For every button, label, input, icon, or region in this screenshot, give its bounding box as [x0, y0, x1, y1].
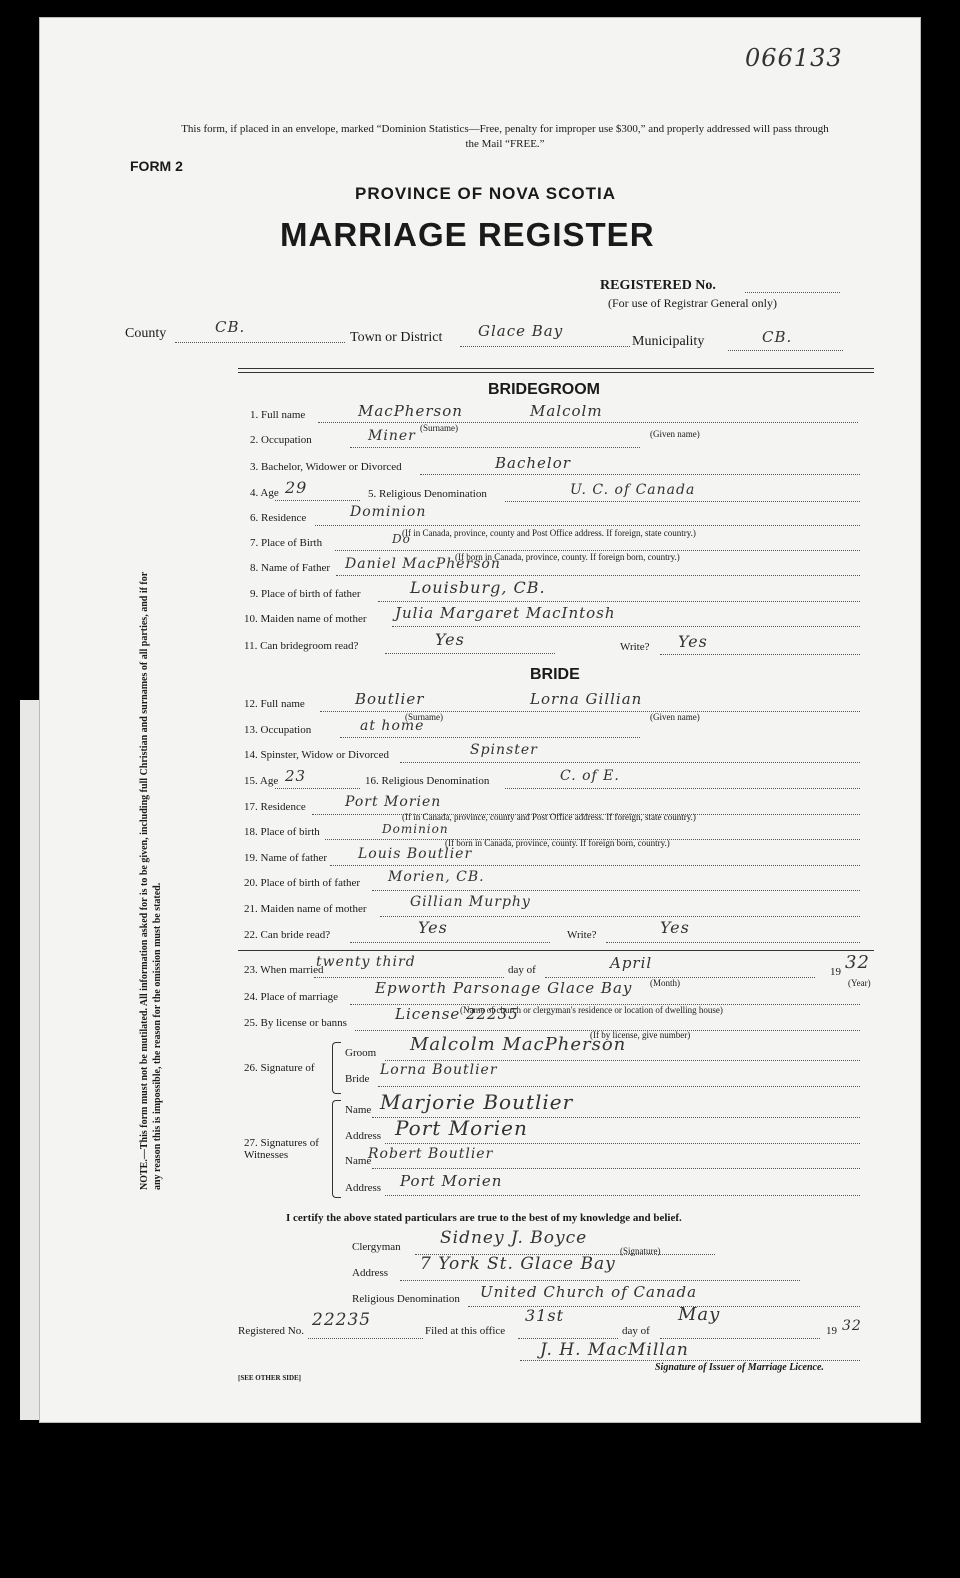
license-value: License 22235: [395, 1005, 519, 1023]
groom-status-line: [420, 474, 860, 475]
groom-father-birthplace-line: [378, 601, 860, 602]
groom-mother-line: [392, 626, 860, 627]
bride-mother-label: 21. Maiden name of mother: [244, 903, 367, 915]
groom-residence-label: 6. Residence: [250, 512, 307, 524]
bride-surname-note: (Surname): [405, 712, 443, 722]
county-line: [175, 342, 345, 343]
witness1-address-label: Address: [345, 1130, 382, 1142]
page-title: MARRIAGE REGISTER: [280, 216, 655, 253]
marriage-year: 32: [845, 952, 870, 973]
groom-age: 29: [285, 478, 308, 497]
registered-label: Registered No.: [238, 1325, 304, 1337]
place-of-marriage: Epworth Parsonage Glace Bay: [375, 979, 633, 997]
groom-father-birthplace-label: 9. Place of birth of father: [250, 588, 361, 600]
groom-status-label: 3. Bachelor, Widower or Divorced: [250, 461, 402, 473]
groom-sig-label: Groom: [345, 1047, 377, 1059]
bride-residence-label: 17. Residence: [244, 801, 306, 813]
postal-note: This form, if placed in an envelope, marked “Dominion Statistics—Free, penalty for improper use $300,” and properly addressed will pass through the Mail “FREE.”: [181, 123, 829, 150]
witness2-name-label: Name: [345, 1155, 372, 1167]
certification-statement: I certify the above stated particulars are true to the best of my knowledge and belief.: [286, 1212, 682, 1224]
divider-top-2: [238, 372, 874, 373]
clergy-religion-label: Religious Denomination: [352, 1293, 460, 1305]
place-of-marriage-label: 24. Place of marriage: [244, 991, 339, 1003]
bride-status: Spinster: [470, 742, 538, 758]
groom-surname: MacPherson: [358, 402, 463, 420]
filed-label: Filed at this office: [425, 1325, 506, 1337]
bride-status-label: 14. Spinster, Widow or Divorced: [244, 749, 389, 761]
groom-write: Yes: [678, 632, 708, 651]
bride-mother: Gillian Murphy: [410, 894, 531, 910]
clergy-religion: United Church of Canada: [480, 1283, 698, 1301]
form-label: FORM 2: [130, 158, 183, 174]
witness2-name-line: [372, 1168, 860, 1169]
bride-signature: Lorna Boutlier: [380, 1062, 498, 1078]
filed-day-of-label: day of: [622, 1325, 650, 1337]
license-label: 25. By license or banns: [244, 1017, 347, 1029]
when-married-day: twenty third: [316, 954, 416, 970]
bride-age-line: [275, 788, 360, 789]
witnesses-label: 27. Signatures of Witnesses: [244, 1137, 319, 1161]
bride-mother-line: [380, 916, 860, 917]
groom-read: Yes: [435, 630, 465, 649]
filed-year-prefix: 19: [826, 1325, 837, 1337]
bride-surname: Boutlier: [355, 690, 425, 708]
born-note: (If born in Canada, province, county. If foreign born, country.): [455, 552, 680, 562]
bride-sig-line: [378, 1086, 860, 1087]
county-label: County: [125, 326, 167, 341]
see-other-side: [SEE OTHER SIDE]: [238, 1374, 302, 1382]
when-married-month: April: [610, 954, 653, 972]
groom-occupation: Miner: [368, 428, 416, 444]
registered-number: 22235: [312, 1310, 372, 1330]
bridegroom-heading: BRIDEGROOM: [488, 381, 600, 398]
bride-religion: C. of E.: [560, 768, 620, 784]
issuer-label: Signature of Issuer of Marriage Licence.: [655, 1362, 824, 1373]
witness1-name: Marjorie Boutlier: [380, 1090, 574, 1114]
groom-father-line: [336, 575, 860, 576]
bride-read-line: [350, 942, 550, 943]
when-married-label: 23. When married: [244, 964, 324, 976]
groom-read-line: [385, 653, 555, 654]
groom-write-line: [660, 654, 860, 655]
registered-no-label: REGISTERED No.: [600, 278, 716, 293]
county-value: CB.: [215, 318, 246, 336]
groom-religion: U. C. of Canada: [570, 482, 696, 498]
registered-line: [308, 1338, 423, 1339]
issuer-line: [520, 1360, 860, 1361]
groom-age-line: [275, 500, 360, 501]
groom-sig-line: [385, 1060, 860, 1061]
groom-religion-label: 5. Religious Denomination: [368, 488, 487, 500]
witness1-name-label: Name: [345, 1104, 372, 1116]
groom-write-label: Write?: [620, 641, 650, 653]
municipality-value: CB.: [762, 328, 793, 346]
bride-heading: BRIDE: [530, 666, 580, 683]
groom-status: Bachelor: [495, 454, 571, 472]
bride-residence-note: (If in Canada, province, county and Post Office address. If foreign, state country.): [402, 812, 696, 822]
bride-sig-label: Bride: [345, 1073, 370, 1085]
bride-read-label: 22. Can bride read?: [244, 929, 331, 941]
surname-note: (Surname): [420, 423, 458, 433]
groom-father-birthplace: Louisburg, CB.: [410, 578, 546, 597]
bride-religion-label: 16. Religious Denomination: [365, 775, 490, 787]
witness1-address-line: [385, 1143, 860, 1144]
groom-age-label: 4. Age: [250, 487, 279, 499]
bride-given-name-note: (Given name): [650, 712, 700, 722]
place-of-marriage-note: (Name of church or clergyman's residence or location of dwelling house): [460, 1005, 723, 1015]
day-of-label: day of: [508, 964, 536, 976]
groom-signature: Malcolm MacPherson: [410, 1034, 627, 1055]
bride-age: 23: [285, 767, 307, 785]
bride-write: Yes: [660, 918, 690, 937]
bride-occupation-label: 13. Occupation: [244, 724, 312, 736]
bride-father: Louis Boutlier: [358, 846, 473, 862]
bride-father-birthplace-label: 20. Place of birth of father: [244, 877, 361, 889]
groom-father: Daniel MacPherson: [345, 556, 501, 572]
groom-birthplace-label: 7. Place of Birth: [250, 537, 323, 549]
witness2-address-line: [385, 1195, 860, 1196]
paper-edge: [20, 700, 40, 1420]
document-number: 066133: [745, 44, 843, 72]
bride-write-label: Write?: [567, 929, 597, 941]
bride-read: Yes: [418, 918, 448, 937]
witness-brace: [332, 1100, 341, 1198]
town-line: [460, 346, 630, 347]
filed-day-line: [518, 1338, 618, 1339]
bride-religion-line: [505, 788, 860, 789]
witness1-address: Port Morien: [395, 1116, 528, 1140]
bride-given-name: Lorna Gillian: [530, 690, 643, 708]
groom-occupation-label: 2. Occupation: [250, 434, 312, 446]
groom-occupation-line: [350, 447, 640, 448]
witness2-address-label: Address: [345, 1182, 382, 1194]
bride-occupation-line: [340, 737, 640, 738]
clergyman-label: Clergyman: [352, 1241, 401, 1253]
witness2-address: Port Morien: [400, 1172, 503, 1190]
town-label: Town or District: [350, 330, 443, 345]
bride-full-name-line: [320, 711, 860, 712]
year-prefix: 19: [830, 966, 841, 978]
groom-residence: Dominion: [350, 504, 427, 520]
bride-birthplace-label: 18. Place of birth: [244, 826, 320, 838]
signature-brace: [332, 1042, 341, 1094]
clergy-address-label: Address: [352, 1267, 389, 1279]
registrar-note: (For use of Registrar General only): [608, 296, 777, 310]
municipality-label: Municipality: [632, 334, 705, 349]
clergy-address: 7 York St. Glace Bay: [420, 1254, 616, 1274]
bride-status-line: [400, 762, 860, 763]
bride-full-name-label: 12. Full name: [244, 698, 305, 710]
bride-father-label: 19. Name of father: [244, 852, 328, 864]
groom-birthplace-line: [335, 550, 860, 551]
municipality-line: [728, 350, 843, 351]
groom-father-label: 8. Name of Father: [250, 562, 331, 574]
month-line: [545, 977, 815, 978]
issuer-signature: J. H. MacMillan: [540, 1340, 689, 1360]
divider-top: [238, 368, 874, 369]
bride-birthplace: Dominion: [382, 822, 449, 836]
divider-middle: [238, 950, 874, 951]
filed-month: May: [678, 1304, 721, 1325]
side-note: NOTE.—This form must not be mutilated. All information asked for is to be given, including full Christian and surnames of all parties, and if for any reason this is impossible, the reason for the omission must be stated.: [139, 571, 163, 1190]
groom-given-name: Malcolm: [530, 402, 603, 420]
groom-read-label: 11. Can bridegroom read?: [244, 640, 359, 652]
groom-mother: Julia Margaret MacIntosh: [395, 604, 616, 622]
bride-father-birthplace: Morien, CB.: [388, 869, 485, 885]
groom-religion-line: [505, 501, 860, 502]
groom-full-name-label: 1. Full name: [250, 409, 306, 421]
witness2-name: Robert Boutlier: [368, 1146, 494, 1162]
bride-father-birthplace-line: [372, 890, 860, 891]
groom-mother-label: 10. Maiden name of mother: [244, 613, 367, 625]
bride-age-label: 15. Age: [244, 775, 279, 787]
month-note: (Month): [650, 978, 680, 988]
bride-father-line: [330, 865, 860, 866]
town-value: Glace Bay: [478, 322, 564, 340]
clergy-address-line: [400, 1280, 800, 1281]
groom-residence-line: [315, 525, 860, 526]
bride-write-line: [606, 942, 860, 943]
filed-year: 32: [842, 1318, 862, 1334]
given-name-note: (Given name): [650, 429, 700, 439]
filed-day: 31st: [525, 1306, 564, 1325]
groom-full-name-line: [318, 422, 858, 423]
residence-note: (If in Canada, province, county and Post Office address. If foreign, state country.): [402, 528, 696, 538]
bride-born-note: (If born in Canada, province, county. If foreign born, country.): [445, 838, 670, 848]
when-married-day-line: [314, 977, 504, 978]
license-note: (If by license, give number): [590, 1030, 691, 1040]
groom-birthplace: Do: [392, 532, 411, 546]
province-heading: PROVINCE OF NOVA SCOTIA: [355, 184, 617, 203]
clergyman-signature: Sidney J. Boyce: [440, 1228, 588, 1248]
signature-note: (Signature): [620, 1246, 661, 1256]
bride-occupation: at home: [360, 718, 425, 734]
registered-no-line: [745, 292, 840, 293]
bride-residence: Port Morien: [345, 794, 442, 810]
signature-of-label: 26. Signature of: [244, 1062, 315, 1074]
year-note: (Year): [848, 978, 871, 988]
filed-month-line: [660, 1338, 820, 1339]
